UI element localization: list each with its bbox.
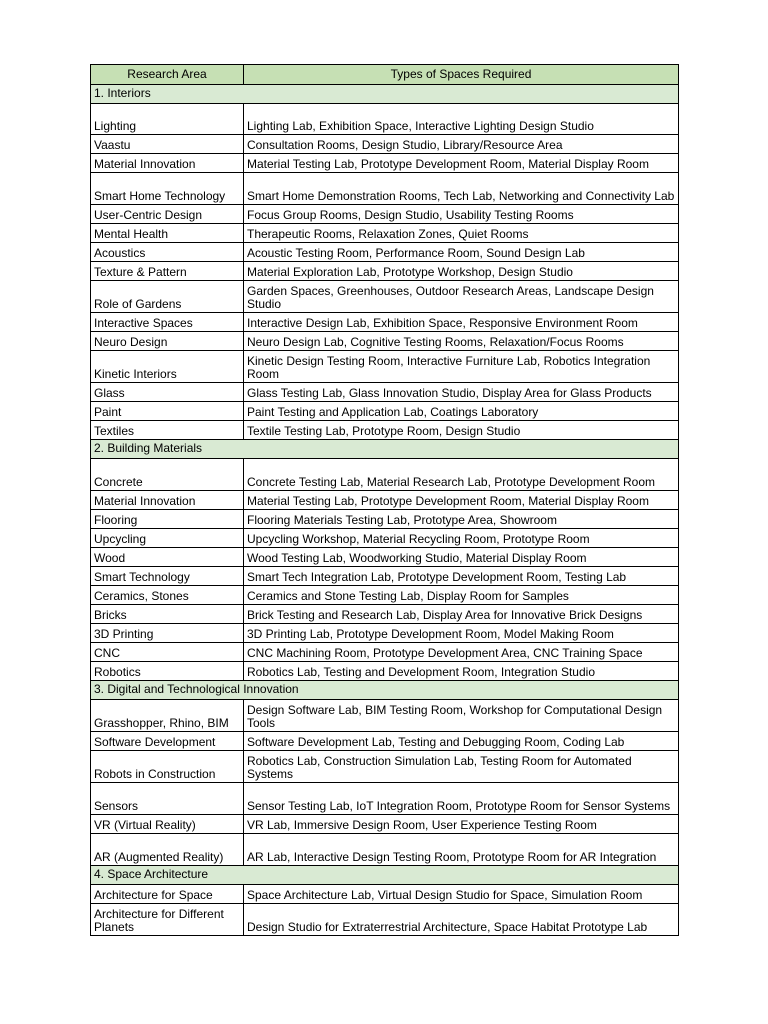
table-row — [91, 402, 679, 421]
spaces-required-cell: Glass Testing Lab, Glass Innovation Studio, Display Area for Glass Products — [244, 383, 679, 402]
table-row — [91, 548, 679, 567]
table-row — [91, 605, 679, 624]
research-area-cell: Architecture for Space — [91, 885, 244, 904]
research-area-cell: Grasshopper, Rhino, BIM — [91, 700, 244, 732]
research-area-cell: Software Development — [91, 732, 244, 751]
table-row — [91, 700, 679, 732]
spaces-required-cell: Material Testing Lab, Prototype Development Room, Material Display Room — [244, 154, 679, 173]
table-row — [91, 205, 679, 224]
research-area-cell: Robotics — [91, 662, 244, 681]
spaces-required-cell: 3D Printing Lab, Prototype Development Room, Model Making Room — [244, 624, 679, 643]
research-area-cell: Lighting — [91, 104, 244, 135]
table-row — [91, 510, 679, 529]
spaces-required-cell: Smart Home Demonstration Rooms, Tech Lab, Networking and Connectivity Lab — [244, 173, 679, 205]
table-row — [91, 586, 679, 605]
section-header-row — [91, 681, 679, 700]
section-title: 3. Digital and Technological Innovation — [91, 681, 679, 700]
section-header-row — [91, 866, 679, 885]
spaces-required-cell: Textile Testing Lab, Prototype Room, Design Studio — [244, 421, 679, 440]
spaces-required-cell: Concrete Testing Lab, Material Research Lab, Prototype Development Room — [244, 459, 679, 491]
table-row — [91, 885, 679, 904]
section-title: 2. Building Materials — [91, 440, 679, 459]
research-area-cell: Sensors — [91, 783, 244, 815]
research-area-cell: Architecture for Different Planets — [91, 904, 244, 936]
table-body — [91, 65, 679, 936]
research-area-cell: User-Centric Design — [91, 205, 244, 224]
research-area-cell: Flooring — [91, 510, 244, 529]
spaces-required-cell: CNC Machining Room, Prototype Development Area, CNC Training Space — [244, 643, 679, 662]
research-area-cell: Bricks — [91, 605, 244, 624]
table-row — [91, 262, 679, 281]
table-header-row — [91, 65, 679, 85]
table-row — [91, 834, 679, 866]
table-row — [91, 281, 679, 313]
table-row — [91, 313, 679, 332]
table-row — [91, 643, 679, 662]
research-area-cell: Interactive Spaces — [91, 313, 244, 332]
research-spaces-table — [90, 64, 679, 936]
research-area-cell: 3D Printing — [91, 624, 244, 643]
research-area-cell: Role of Gardens — [91, 281, 244, 313]
spaces-required-cell: Consultation Rooms, Design Studio, Library/Resource Area — [244, 135, 679, 154]
spaces-required-cell: Paint Testing and Application Lab, Coatings Laboratory — [244, 402, 679, 421]
table-row — [91, 224, 679, 243]
header-research-area: Research Area — [91, 65, 244, 85]
spaces-required-cell: Robotics Lab, Construction Simulation Lab, Testing Room for Automated Systems — [244, 751, 679, 783]
table-row — [91, 529, 679, 548]
spaces-required-cell: Therapeutic Rooms, Relaxation Zones, Quiet Rooms — [244, 224, 679, 243]
research-area-cell: Glass — [91, 383, 244, 402]
spaces-required-cell: Ceramics and Stone Testing Lab, Display Room for Samples — [244, 586, 679, 605]
table-row — [91, 154, 679, 173]
research-area-cell: Textiles — [91, 421, 244, 440]
spaces-required-cell: Upcycling Workshop, Material Recycling Room, Prototype Room — [244, 529, 679, 548]
spaces-required-cell: Neuro Design Lab, Cognitive Testing Rooms, Relaxation/Focus Rooms — [244, 332, 679, 351]
table-row — [91, 904, 679, 936]
spaces-required-cell: Kinetic Design Testing Room, Interactive Furniture Lab, Robotics Integration Room — [244, 351, 679, 383]
section-title: 4. Space Architecture — [91, 866, 679, 885]
spaces-required-cell: Robotics Lab, Testing and Development Room, Integration Studio — [244, 662, 679, 681]
table-row — [91, 459, 679, 491]
spaces-required-cell: Acoustic Testing Room, Performance Room, Sound Design Lab — [244, 243, 679, 262]
research-area-cell: Material Innovation — [91, 491, 244, 510]
spaces-required-cell: Brick Testing and Research Lab, Display Area for Innovative Brick Designs — [244, 605, 679, 624]
spaces-required-cell: Focus Group Rooms, Design Studio, Usability Testing Rooms — [244, 205, 679, 224]
section-title: 1. Interiors — [91, 85, 679, 104]
spaces-required-cell: Sensor Testing Lab, IoT Integration Room, Prototype Room for Sensor Systems — [244, 783, 679, 815]
research-area-cell: Acoustics — [91, 243, 244, 262]
table-row — [91, 332, 679, 351]
research-area-cell: Neuro Design — [91, 332, 244, 351]
research-area-cell: Paint — [91, 402, 244, 421]
spaces-required-cell: Design Software Lab, BIM Testing Room, Workshop for Computational Design Tools — [244, 700, 679, 732]
table-row — [91, 491, 679, 510]
research-area-cell: Kinetic Interiors — [91, 351, 244, 383]
section-header-row — [91, 440, 679, 459]
spaces-required-cell: Design Studio for Extraterrestrial Architecture, Space Habitat Prototype Lab — [244, 904, 679, 936]
research-area-cell: Smart Technology — [91, 567, 244, 586]
research-area-cell: AR (Augmented Reality) — [91, 834, 244, 866]
research-area-cell: Ceramics, Stones — [91, 586, 244, 605]
header-types-of-spaces: Types of Spaces Required — [244, 65, 679, 85]
research-area-cell: Texture & Pattern — [91, 262, 244, 281]
table-row — [91, 173, 679, 205]
table-row — [91, 135, 679, 154]
table-row — [91, 662, 679, 681]
spaces-required-cell: Material Exploration Lab, Prototype Workshop, Design Studio — [244, 262, 679, 281]
research-area-cell: Material Innovation — [91, 154, 244, 173]
table-row — [91, 421, 679, 440]
research-area-cell: Wood — [91, 548, 244, 567]
table-row — [91, 783, 679, 815]
spaces-required-cell: Lighting Lab, Exhibition Space, Interactive Lighting Design Studio — [244, 104, 679, 135]
research-area-cell: Mental Health — [91, 224, 244, 243]
section-header-row — [91, 85, 679, 104]
research-area-cell: Smart Home Technology — [91, 173, 244, 205]
table-row — [91, 104, 679, 135]
spaces-required-cell: Smart Tech Integration Lab, Prototype Development Room, Testing Lab — [244, 567, 679, 586]
spaces-required-cell: Flooring Materials Testing Lab, Prototype Area, Showroom — [244, 510, 679, 529]
spaces-required-cell: VR Lab, Immersive Design Room, User Experience Testing Room — [244, 815, 679, 834]
research-area-cell: CNC — [91, 643, 244, 662]
table-row — [91, 567, 679, 586]
table-row — [91, 351, 679, 383]
table-row — [91, 243, 679, 262]
table-row — [91, 732, 679, 751]
spaces-required-cell: Software Development Lab, Testing and Debugging Room, Coding Lab — [244, 732, 679, 751]
spaces-required-cell: Space Architecture Lab, Virtual Design Studio for Space, Simulation Room — [244, 885, 679, 904]
research-area-cell: Vaastu — [91, 135, 244, 154]
table-row — [91, 624, 679, 643]
spaces-required-cell: Garden Spaces, Greenhouses, Outdoor Research Areas, Landscape Design Studio — [244, 281, 679, 313]
research-area-cell: Upcycling — [91, 529, 244, 548]
table-row — [91, 383, 679, 402]
table-row — [91, 815, 679, 834]
spaces-required-cell: Material Testing Lab, Prototype Development Room, Material Display Room — [244, 491, 679, 510]
spaces-required-cell: Wood Testing Lab, Woodworking Studio, Material Display Room — [244, 548, 679, 567]
research-area-cell: Robots in Construction — [91, 751, 244, 783]
research-area-cell: Concrete — [91, 459, 244, 491]
spaces-required-cell: AR Lab, Interactive Design Testing Room, Prototype Room for AR Integration — [244, 834, 679, 866]
research-area-cell: VR (Virtual Reality) — [91, 815, 244, 834]
table-row — [91, 751, 679, 783]
spaces-required-cell: Interactive Design Lab, Exhibition Space, Responsive Environment Room — [244, 313, 679, 332]
